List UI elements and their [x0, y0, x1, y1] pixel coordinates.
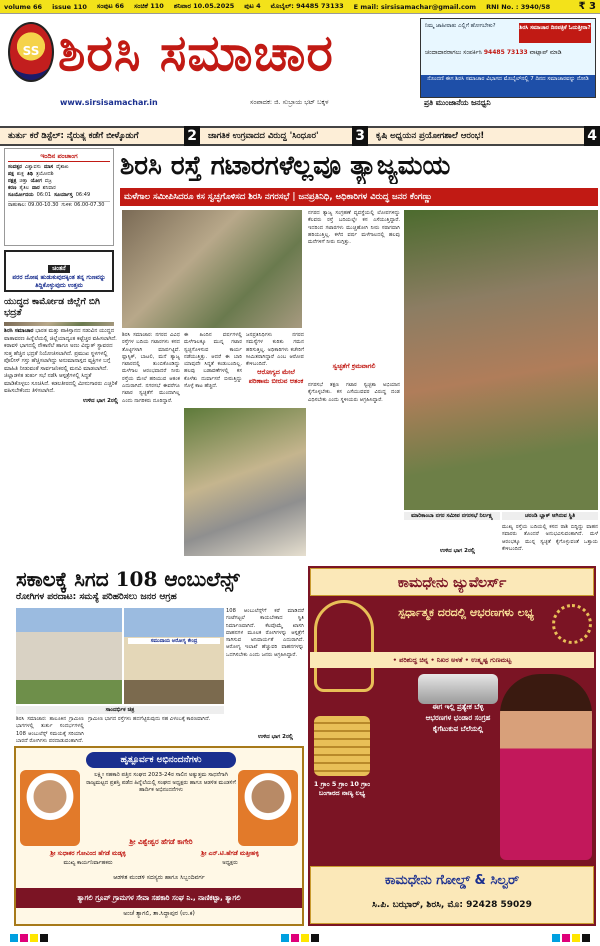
felicitation-highlight: ಶ್ರೀ ವಿಶ್ವೇಶ್ವರ ಹೆಗಡೆ ಕಾಗೇರಿ: [129, 838, 193, 846]
main-col-1: ಶಿರಸಿ ಸಮಾಚಾರ: ನಗರದ ವಿವಿಧ ರಸ್ತೆಗಳ ಬದಿಯ ಗಟಾರಗಳು ಕಸದ ತೊಟ್ಟಿಗಳಾಗಿ ಮಾರ್ಪಟ್ಟಿವೆ. ಪ್ಲಾಸ್ಟಿಕ್, ಬಾಟಲಿ, ಮನೆ ತ್ಯಾಜ್ಯ ಗಟಾರದಲ್ಲಿ ತುಂಬಿಕೊಂಡಿದ್ದು ಮಳೆಗಾಲ ಆರಂಭವಾದರೆ ನೀರು ರಸ್ತೆಯ ಮೇಲೆ ಹರಿಯುವ ಆತಂಕ ಎದುರಾಗಿದೆ. ನಗರಸಭೆ ಈವರೆಗೂ ಗಟಾರ ಸ್ವಚ್ಛತೆಗೆ ಮುಂದಾಗಿಲ್ಲ ಎಂದು ನಾಗರಿಕರು ದೂರಿದ್ದಾರೆ.: [122, 332, 180, 404]
tagline: ಪ್ರತಿ ಮುಂಜಾನೆಯ ಜನಧ್ವನಿ: [424, 98, 491, 107]
subscription-ad: [420, 18, 596, 98]
person-2-role: ಅಧ್ಯಕ್ಷರು: [222, 860, 238, 866]
newspaper-logo: [8, 22, 54, 82]
felicitation-heading: ಹೃತ್ಪೂರ್ವಕ ಅಭಿನಂದನೆಗಳು: [86, 752, 236, 768]
ad-whatsapp: ವಾಟ್ಸಾಪ್ ಮಾಡಿ: [529, 49, 562, 56]
panchang-key: ಯೋಗ: [30, 178, 42, 184]
teaser-1-text: ತುರ್ತು ಕರೆ ಡಿಸ್ಟೆಲ್: ನೈರುತ್ಯ ಕಡೆಗೆ ಬೀಳ್ಕೊಡುಗೆ: [8, 131, 139, 141]
felicitation-ad: [14, 746, 304, 926]
panchang-timings: [8, 201, 110, 209]
gulika: ಗುಳಿಕ: 06.00-07.30: [61, 202, 105, 208]
person-2-photo: [238, 770, 298, 846]
rni-number: RNI No. : 3940/58: [486, 2, 551, 11]
jeweller-name: ಕಾಮಧೇನು ಜ್ಯುವೆಲರ್ಸ್: [310, 568, 594, 596]
panchang-row: [8, 171, 110, 178]
panchang-value: ತ್ರಯೋದಶಿ: [36, 171, 54, 177]
teaser-3[interactable]: [368, 126, 600, 146]
left-article-continued[interactable]: ಉಳಿದ ಭಾಗ 2ರಲ್ಲಿ: [82, 397, 118, 404]
logo-text: SS: [22, 44, 40, 58]
gold-coins-icon: [314, 716, 370, 776]
panchang-key: ಸಂವತ್ಸರ: [8, 164, 22, 170]
ambulance-continued[interactable]: ಉಳಿದ ಭಾಗ 2ರಲ್ಲಿ: [258, 734, 294, 740]
panchang-heading: ಇಂದಿನ ಪಂಚಾಂಗ: [8, 152, 110, 162]
ambulance-body-3: ಗ್ರಾಮೀಣ ಭಾಗದ ರಸ್ತೆಗಳು ಹದಗೆಟ್ಟಿರುವುದು ಸಹ ವಿಳಂಬಕ್ಕೆ ಕಾರಣವಾಗಿದೆ.: [88, 716, 211, 722]
left-article-dateline: ಶಿರಸಿ ಸಮಾಚಾರ: [4, 328, 34, 334]
main-col-6: ಮುಖ್ಯ ರಸ್ತೆಯ ಬದಿಯಲ್ಲಿ ಕಸದ ರಾಶಿ ಬಿದ್ದಿದ್ದು ವಾಹನ ಸವಾರರು ತೊಂದರೆ ಅನುಭವಿಸುವಂತಾಗಿದೆ. ಮಳೆ ಆರಂಭಕ್ಕೂ ಮುನ್ನ ಸ್ವಚ್ಛತೆ ಕೈಗೊಳ್ಳುವಂತೆ ಒತ್ತಾಯ ಕೇಳಿಬಂದಿದೆ.: [502, 524, 598, 552]
ambulance-body-2: 108 ಆಂಬುಲೆನ್ಸ್‌ಗೆ ಕರೆ ಮಾಡಿದರೆ ಗಂಟೆಗಟ್ಟಲೆ ಕಾಯಬೇಕಾದ ಸ್ಥಿತಿ ನಿರ್ಮಾಣವಾಗಿದೆ. ಕೆಲವೊಮ್ಮೆ ಖಾಸಗಿ ವಾಹನಗಳ ಮೂಲಕ ರೋಗಿಗಳನ್ನು ಆಸ್ಪತ್ರೆಗೆ ಸಾಗಿಸುವ ಅನಿವಾರ್ಯತೆ ಎದುರಾಗಿದೆ. ಆರೋಗ್ಯ ಇಲಾಖೆ ಹೆಚ್ಚುವರಿ ವಾಹನಗಳನ್ನು ಒದಗಿಸಬೇಕು ಎಂದು ಜನರು ಆಗ್ರಹಿಸಿದ್ದಾರೆ.: [226, 608, 304, 658]
panchang-key: ತಿಥಿ: [27, 171, 33, 177]
issue-info-bar: [0, 0, 600, 14]
left-article-headline[interactable]: ಯುದ್ಧದ ಕಾರ್ಮೋಡ ಜಿಲ್ಲೆಗೆ ಬಿಗಿ ಭದ್ರತೆ: [4, 297, 100, 318]
panchang-key: ಕರಣ: [8, 185, 17, 191]
left-article-body: ಭಾರತ ಮತ್ತು ಪಾಕಿಸ್ತಾನದ ನಡುವಿನ ಯುದ್ಧದ ವಾತಾವರಣ ಹಿನ್ನೆಲೆಯಲ್ಲಿ ಜಿಲ್ಲೆಯಾದ್ಯಂತ ಕಟ್ಟೆಚ್ಚರ ವಹಿಸಲಾಗಿದೆ. ಕರಾವಳಿ ಭಾಗದಲ್ಲಿ ನೌಕಾನೆಲೆ ಹಾಗೂ ಅಣು ವಿದ್ಯುತ್ ಸ್ಥಾವರದ ಸುತ್ತ ಹೆಚ್ಚಿನ ಭದ್ರತೆ ನಿಯೋಜಿಸಲಾಗಿದೆ. ಪ್ರಮುಖ ಸ್ಥಳಗಳಲ್ಲಿ ಪೊಲೀಸ್ ಗಸ್ತು ಹೆಚ್ಚಿಸಲಾಗಿದ್ದು ಅನುಮಾನಾಸ್ಪದ ವ್ಯಕ್ತಿಗಳ ಬಗ್ಗೆ ಮಾಹಿತಿ ನೀಡುವಂತೆ ಸಾರ್ವಜನಿಕರಲ್ಲಿ ಮನವಿ ಮಾಡಲಾಗಿದೆ. ಜಿಲ್ಲಾಡಳಿತ ತುರ್ತು ಸಭೆ ನಡೆಸಿ ಆಸ್ಪತ್ರೆಗಳಲ್ಲಿ ಸಿದ್ಧತೆ ಮಾಡಿಕೊಳ್ಳಲು ಸೂಚಿಸಿದೆ. ಕಡಲತೀರದಲ್ಲಿ ಮೀನುಗಾರರು ಎಚ್ಚರಿಕೆ ವಹಿಸಬೇಕೆಂದು ತಿಳಿಸಲಾಗಿದೆ.: [4, 328, 118, 394]
panchang-key: ಸೂರ್ಯಾಸ್ತ: [54, 192, 73, 198]
teaser-2[interactable]: [200, 126, 368, 146]
teaser-2-text: ಜಾಗತಿಕ ಉಗ್ರವಾದದ ವಿರುದ್ಧ 'ಸಿಂಧೂರ': [208, 131, 319, 141]
mobile: ಮೊಬೈಲ್: 94485 73133: [270, 2, 344, 10]
rahukaal: ರಾಹುಕಾಲ: 09.00-10.30: [8, 202, 59, 208]
thought-of-day: [4, 250, 114, 292]
main-col-3: ಜನಪ್ರತಿನಿಧಿಗಳು ನಗರದ ಸಮಸ್ಯೆಗಳ ಕುರಿತು ಗಮನ ಹರಿಸುತ್ತಿಲ್ಲ. ಅಧಿಕಾರಿಗಳು ಕಚೇರಿಗೆ ಸೀಮಿತರಾಗಿದ್ದಾರೆ ಎಂಬ ಆರೋಪ ಕೇಳಿಬಂದಿದೆ.: [246, 332, 304, 368]
drain-photo: [404, 210, 598, 510]
person-2-name: ಶ್ರೀ ಎನ್.ಟಿ.ಹೆಗಡೆ ಮತ್ತೀಹಳ್ಳಿ: [201, 850, 259, 857]
store-name: ಕಾಮಧೇನು ಗೋಲ್ಡ್ & ಸಿಲ್ವರ್: [384, 873, 520, 888]
photo-caption-2: ಚರಂಡಿ ಬ್ಲಾಕ್ ಆಗಿರುವ ಸ್ಥಿತಿ: [502, 512, 598, 520]
model-photo: [500, 674, 592, 860]
earring-icon: [552, 604, 592, 644]
volume: volume 66: [4, 2, 43, 11]
ad-contact: [425, 49, 591, 57]
editor-credit: ಸಂಪಾದಕ: ಜಿ. ಸುಬ್ರಾಯ ಭಟ್ ಬಕ್ಕಳ: [250, 98, 329, 106]
ad-footer: [310, 866, 594, 924]
panchang-row: [8, 192, 110, 199]
roadside-garbage-photo: [184, 408, 306, 556]
panchang-value: 06:49: [75, 192, 91, 198]
teaser-2-page: 3: [352, 126, 368, 146]
teaser-1[interactable]: [0, 126, 200, 146]
teaser-3-page: 4: [584, 126, 600, 146]
garbage-photo: [122, 210, 302, 328]
newspaper-title: ಶಿರಸಿ ಸಮಾಚಾರ: [58, 23, 334, 82]
divider: [4, 322, 114, 326]
ad-features: • ಪರಿಶುದ್ಧ ಚಿನ್ನ • ನಿಖರ ಅಳತೆ • ಉತ್ಕೃಷ್ಟ ಗುಣಮಟ್ಟ: [310, 652, 594, 668]
email: E mail: sirsisamachar@gmail.com: [353, 2, 477, 11]
ambulance-photo: [124, 608, 224, 704]
panchang-key: ವಾರ: [32, 185, 40, 191]
main-continued[interactable]: ಉಳಿದ ಭಾಗ 2ರಲ್ಲಿ: [440, 548, 476, 554]
panchang-key: ಮಾಸ: [43, 164, 54, 170]
main-subhead-2: ಸ್ವಚ್ಛತೆಗೆ ಕ್ರಮವಾಗಲಿ: [332, 362, 376, 370]
ambulance-subhead: ರೋಗಿಗಳ ಪರದಾಟ: ಸಮಸ್ಯೆ ಪರಿಹರಿಸಲು ಜನರ ಆಗ್ರಹ: [16, 592, 177, 602]
thought-text: ಪರರ ದೋಷ ಹುಡುಕುವುದಕ್ಕಿಂತ ತನ್ನ ಗುಣವನ್ನು ತಿದ್ದಿಕೊಳ್ಳುವುದು ಉತ್ತಮ: [12, 274, 106, 289]
necklace-icon: [314, 600, 374, 692]
thought-heading: ಚಿಂತನೆ: [48, 265, 69, 273]
left-article: [4, 297, 118, 557]
ad-line: ನಿಮ್ಮ ಜಾಹೀರಾತು ಎಲ್ಲಿಗೆ ಹೋಗಬೇಕು?: [425, 23, 496, 29]
panchang-value: 06:01: [36, 192, 52, 198]
panchang-row: [8, 164, 110, 171]
person-1-name: ಶ್ರೀ ಸುಧಾಕರ ಗೋವಿಂದ ಹೆಗಡೆ ಮಡ್ಕಳ್ಳಿ: [50, 850, 126, 857]
ambulance-headline[interactable]: ಸಕಾಲಕ್ಕೆ ಸಿಗದ 108 ಆಂಬುಲೆನ್ಸ್: [16, 567, 240, 591]
panchang-value: ತೈತಿಲ: [19, 185, 30, 191]
main-headline[interactable]: ಶಿರಸಿ ರಸ್ತೆ ಗಟಾರಗಳೆಲ್ಲವೂ ತ್ಯಾಜ್ಯಮಯ: [120, 151, 451, 181]
date: ಶನಿವಾರ 10.05.2025: [173, 2, 235, 10]
ad-notice: ನೊಂದಣಿ ಈಗ ಶಿರಸಿ ಸಮಾಚಾರ ವಿಭಾಗದ ಮೊಬೈಲ್‌ನಲ್ಲಿ 7 ದಿನದ ಸಮಾಚಾರವನ್ನು ನೋಡಿ: [421, 75, 595, 97]
ad-phone: 94485 73133: [483, 49, 528, 56]
color-marks-center: [281, 934, 319, 942]
panchang-box: [4, 148, 114, 246]
ambulance-body-1: ಶಿರಸಿ ಸಮಾಚಾರ: ತಾಲೂಕಿನ ಗ್ರಾಮೀಣ ಭಾಗಗಳಲ್ಲಿ ತುರ್ತು ಸಂದರ್ಭಗಳಲ್ಲಿ 108 ಆಂಬುಲೆನ್ಸ್ ಸಮಯಕ್ಕೆ ಸರಿಯಾಗಿ ಬಾರದೆ ರೋಗಿಗಳು ಪರದಾಡುವಂತಾಗಿದೆ.: [16, 716, 84, 744]
main-col-2: ಈ ಹಿಂದಿನ ವರ್ಷಗಳಲ್ಲಿ ಮಳೆಗಾಲಕ್ಕೂ ಮುನ್ನ ಗಟಾರ ಸ್ವಚ್ಛಗೊಳಿಸುವ ಕಾರ್ಯ ನಡೆಯುತ್ತಿತ್ತು. ಆದರೆ ಈ ಬಾರಿ ಯಾವುದೇ ಸಿದ್ಧತೆ ಕಂಡುಬಂದಿಲ್ಲ. ಹಲವು ಬಡಾವಣೆಗಳಲ್ಲಿ ಕಸ ಕೊಳೆತು ದುರ್ವಾಸನೆ ಬೀರುತ್ತಿದ್ದು ಸೊಳ್ಳೆ ಕಾಟ ಹೆಚ್ಚಿದೆ.: [184, 332, 242, 390]
main-subhead-1: ಆರೋಗ್ಯದ ಮೇಲೆ ಪರಿಣಾಮ ಬೀರುವ ಆತಂಕ: [248, 368, 304, 385]
photo-sign: ಸಮುದಾಯ ಆರೋಗ್ಯ ಕೇಂದ್ರ: [128, 638, 220, 644]
panchang-row: [8, 185, 110, 192]
teaser-3-text: ಕೃಷಿ ಅಧ್ಯಯನ ಪ್ರಯೋಗಶಾಲೆ ಆರಂಭ!: [376, 131, 485, 141]
panchang-value: ಚಿತ್ತಾ: [19, 178, 28, 184]
panchang-value: ವೈಶಾಖ: [56, 164, 69, 170]
issue: issue 110: [52, 2, 87, 11]
felicitation-from: ಆಡಳಿತ ಮಂಡಳಿ ಸದಸ್ಯರು ಹಾಗೂ ಸಿಬ್ಬಂದಿವರ್ಗ: [113, 874, 205, 881]
teaser-1-page: 2: [184, 126, 200, 146]
panchang-key: ಪಕ್ಷ: [8, 171, 14, 177]
store-address: ಸಿ.ಪಿ. ಬಝಾರ್, ಶಿರಸಿ, ಮೊ: 92428 59029: [372, 900, 532, 910]
ad-badge: ಶಿರಸಿ ಸಮಾಚಾರ ದಿನಪತ್ರಿಕೆ ಓದುತ್ತೀರಾ?: [519, 23, 591, 43]
jewellery-ad: [308, 566, 596, 926]
teaser-strip: [0, 126, 600, 146]
silver-offer: ಈಗ ಇಲ್ಲಿ ಪ್ರತ್ಯೇಕ ಬೆಳ್ಳಿ ಆಭರಣಗಳ ಭಂಡಾರ ಸಂಗ್ರಹ ಕೈಗೆಟುಕುವ ಬೆಲೆಯಲ್ಲಿ: [425, 703, 491, 733]
issue-kn: ಸಂಚಿಕೆ 110: [134, 2, 164, 10]
felicitation-address: ಅಂಚೆ ತ್ಯಾಗಲಿ, ತಾ.ಸಿದ್ದಾಪುರ (ಉ.ಕ): [123, 910, 195, 917]
panchang-value: ಶನಿವಾರ: [42, 185, 56, 191]
panchang-row: [8, 178, 110, 185]
panchang-key: ಸೂರ್ಯೋದಯ: [8, 192, 34, 198]
print-registration-bar: [0, 930, 600, 946]
felicitation-text: ಲಕ್ಷ್ಮೀ ಸಹಕಾರಿ ಪತ್ತಿನ ಸಂಘದ 2023-24ರ ಸಾಲಿನ ಅತ್ಯುತ್ತಮ ಸಾಧನೆಗಾಗಿ ರಾಜ್ಯಮಟ್ಟದ ಪ್ರಶಸ್ತಿ ಪಡೆದ ಹಿನ್ನೆಲೆಯಲ್ಲಿ ಸಂಘದ ಅಧ್ಯಕ್ಷರು ಹಾಗೂ ಆಡಳಿತ ಮಂಡಳಿಗೆ ಹಾರ್ದಿಕ ಅಭಿನಂದನೆಗಳು: [86, 772, 236, 793]
pages: ಪುಟ 4: [244, 2, 261, 10]
panchang-value: ಶುಕ್ಲ: [16, 171, 25, 177]
person-1-role: ಮುಖ್ಯ ಕಾರ್ಯನಿರ್ವಾಹಕರು: [63, 860, 113, 866]
volume-kn: ಸಂಪುಟ 66: [96, 2, 125, 10]
ad-contact-text: ಚಂದಾದಾರರಾಗಲು ಸಂಪರ್ಕಿಸಿ: [425, 49, 482, 56]
main-col-5: ನಗರಸಭೆ ತಕ್ಷಣ ಗಟಾರ ಸ್ವಚ್ಛತಾ ಅಭಿಯಾನ ಕೈಗೊಳ್ಳಬೇಕು. ಕಸ ಎಸೆಯುವವರ ವಿರುದ್ಧ ದಂಡ ವಿಧಿಸಬೇಕು ಎಂದು ಸ್ಥಳೀಯರು ಆಗ್ರಹಿಸಿದ್ದಾರೆ.: [308, 382, 400, 403]
color-marks-left: [10, 934, 48, 942]
gold-coin-offer: 1 ಗ್ರಾಂ 5 ಗ್ರಾಂ 10 ಗ್ರಾಂ ಬಂಗಾರದ ನಾಣ್ಯ ಲಭ್ಯ: [313, 780, 371, 797]
silver-items-icon: [418, 674, 498, 704]
website-link[interactable]: www.sirsisamachar.in: [60, 98, 158, 107]
felicitation-org: ತ್ಯಾಗಲಿ ಗ್ರೂಪ್ ಗ್ರಾಮಗಳ ಸೇವಾ ಸಹಕಾರಿ ಸಂಘ ನಿ., ನಾಣಿಕಟ್ಟಾ, ತ್ಯಾಗಲಿ: [16, 888, 302, 908]
main-col-4: ನಗರದ ತ್ಯಾಜ್ಯ ಸಂಗ್ರಹಣೆ ವ್ಯವಸ್ಥೆಯಲ್ಲಿ ಲೋಪಗಳಿದ್ದು ಕೆಲವರು ರಸ್ತೆ ಬದಿಯಲ್ಲೇ ಕಸ ಎಸೆಯುತ್ತಿದ್ದಾರೆ. ಇದರಿಂದ ಗಟಾರಗಳು ಮುಚ್ಚಿಹೋಗಿ ನೀರು ಸರಾಗವಾಗಿ ಹರಿಯುತ್ತಿಲ್ಲ. ಕಳೆದ ವರ್ಷ ಮಳೆಗಾಲದಲ್ಲಿ ಹಲವು ಮನೆಗಳಿಗೆ ನೀರು ನುಗ್ಗಿತ್ತು.: [308, 210, 400, 246]
ambulance-caption: ಸಾಂದರ್ಭಿಕ ಚಿತ್ರ: [16, 706, 224, 714]
health-centre-photo: [16, 608, 122, 704]
panchang-value: ವಜ್ರ: [44, 178, 52, 184]
price: ₹ 3: [578, 1, 596, 12]
main-subheadline: ಮಳೆಗಾಲ ಸಮೀಪಿಸಿದರೂ ಕಸ ಸ್ವಚ್ಛಗೊಳಿಸದ ಶಿರಸಿ ನಗರಸಭೆ | ಜನಪ್ರತಿನಿಧಿ, ಅಧಿಕಾರಿಗಳ ವಿರುದ್ಧ ಜನರ ಕೆಂಗಣ್ಣು: [120, 188, 598, 206]
photo-caption-1: ಮಾರಿಕಾಂಬಾ ನಗರ ಸಮೀಪ ನಗರಸಭೆ ನಿರ್ಲಕ್ಷ್ಯ: [404, 512, 500, 520]
ad-headline: ಸ್ಪರ್ಧಾತ್ಮಕ ದರದಲ್ಲಿ ಆಭರಣಗಳು ಲಭ್ಯ: [398, 606, 534, 619]
panchang-value: ವಿಶ್ವಾವಸು: [24, 164, 41, 170]
panchang-key: ನಕ್ಷತ್ರ: [8, 178, 17, 184]
color-marks-right: [552, 934, 590, 942]
person-1-photo: [20, 770, 80, 846]
